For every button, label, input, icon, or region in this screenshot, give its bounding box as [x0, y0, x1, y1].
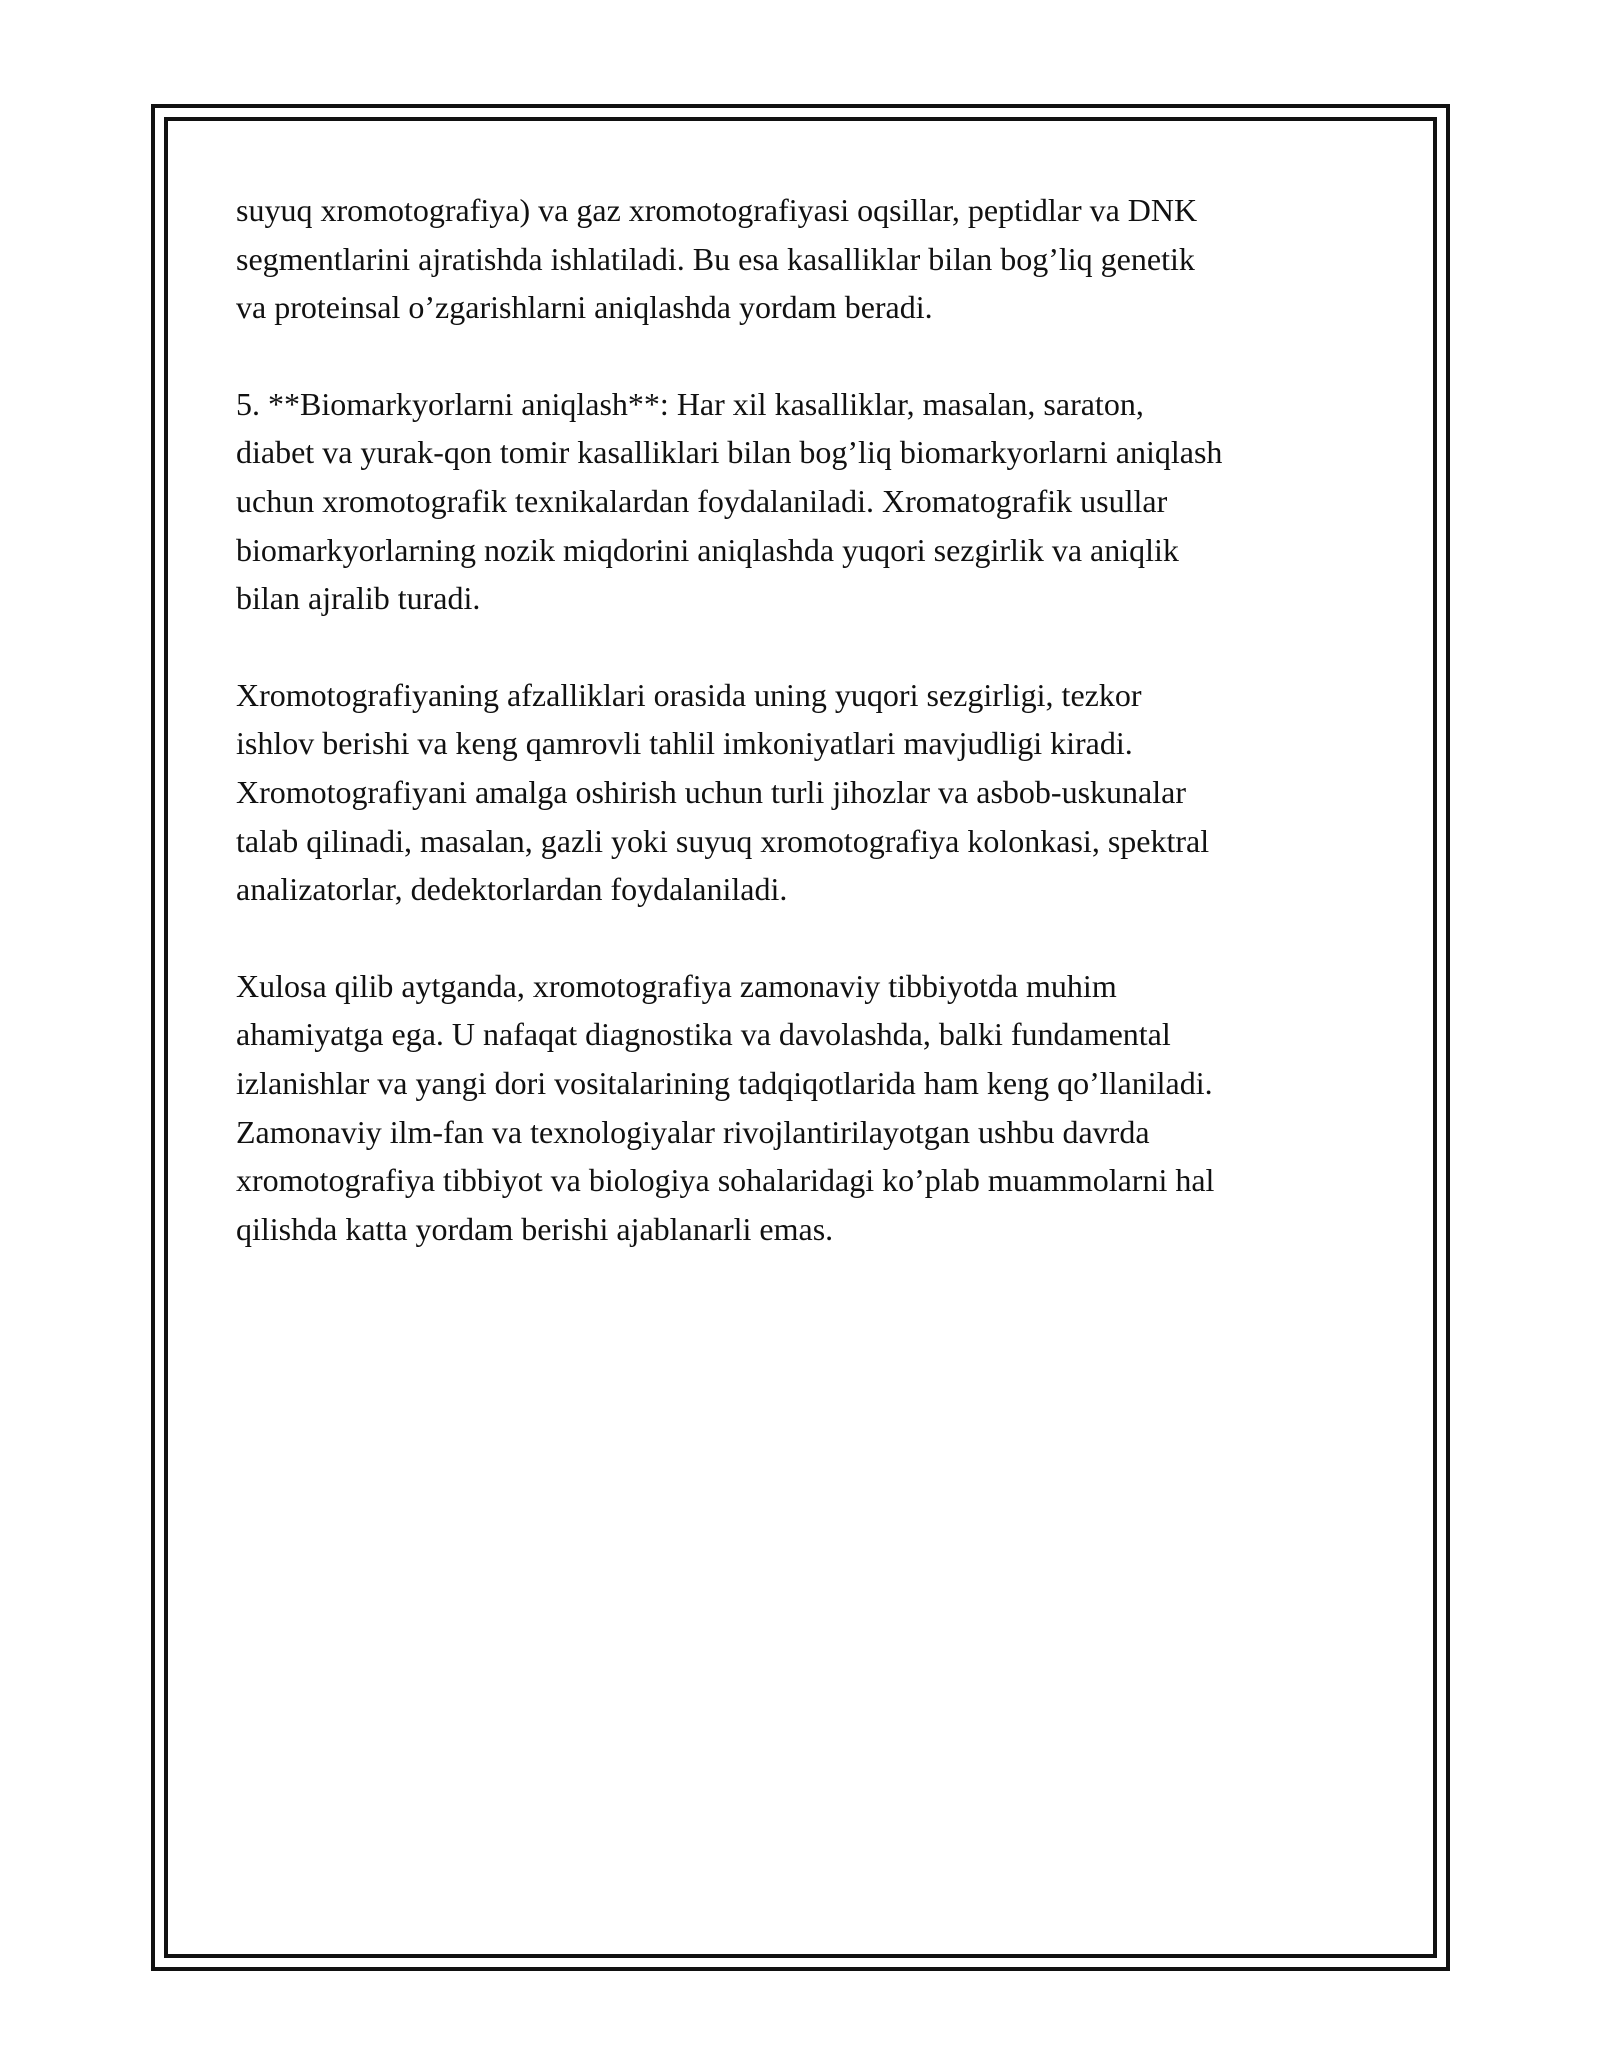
paragraph-chromatography-separation: suyuq xromotografiya) va gaz xromotografiyasi oqsillar, peptidlar va DNK segmentlarini ajratishda ishlatiladi. Bu esa kasalliklar bilan bog’liq genetik va proteinsal o’zgarishlarni aniqlashda yordam beradi. — [236, 192, 1198, 326]
paragraph-conclusion: Xulosa qilib aytganda, xromotografiya zamonaviy tibbiyotda muhim ahamiyatga ega. U nafaqat diagnostika va davolashda, balki fundamental izlanishlar va yangi dori vositalarining tadqiqotlarida ham keng qo’llaniladi. Zamonaviy ilm-fan va texnologiyalar rivojlantirilayotgan ushbu davrda xromotografiya tibbiyot va biologiya sohalaridagi ko’plab muammolarni hal qilishda katta yordam berishi ajablanarli emas. — [236, 967, 1215, 1247]
document-body — [236, 186, 1386, 1301]
paragraph-advantages: Xromotografiyaning afzalliklari orasida uning yuqori sezgirligi, tezkor ishlov berishi va keng qamrovli tahlil imkoniyatlari mavjudligi kiradi. Xromotografiyani amalga oshirish uchun turli jihozlar va asbob-uskunalar talab qilinadi, masalan, gazli yoki suyuq xromotografiya kolonkasi, spektral analizatorlar, dedektorlardan foydalaniladi. — [236, 676, 1210, 908]
paragraph-biomarker-detection: 5. **Biomarkyorlarni aniqlash**: Har xil kasalliklar, masalan, saraton, diabet va yurak-qon tomir kasalliklari bilan bog’liq biomarkyorlarni aniqlash uchun xromotografik texnikalardan foydalaniladi. Xromatografik usullar biomarkyorlarning nozik miqdorini aniqlashda yuqori sezgirlik va aniqlik bilan ajralib turadi. — [236, 385, 1223, 617]
